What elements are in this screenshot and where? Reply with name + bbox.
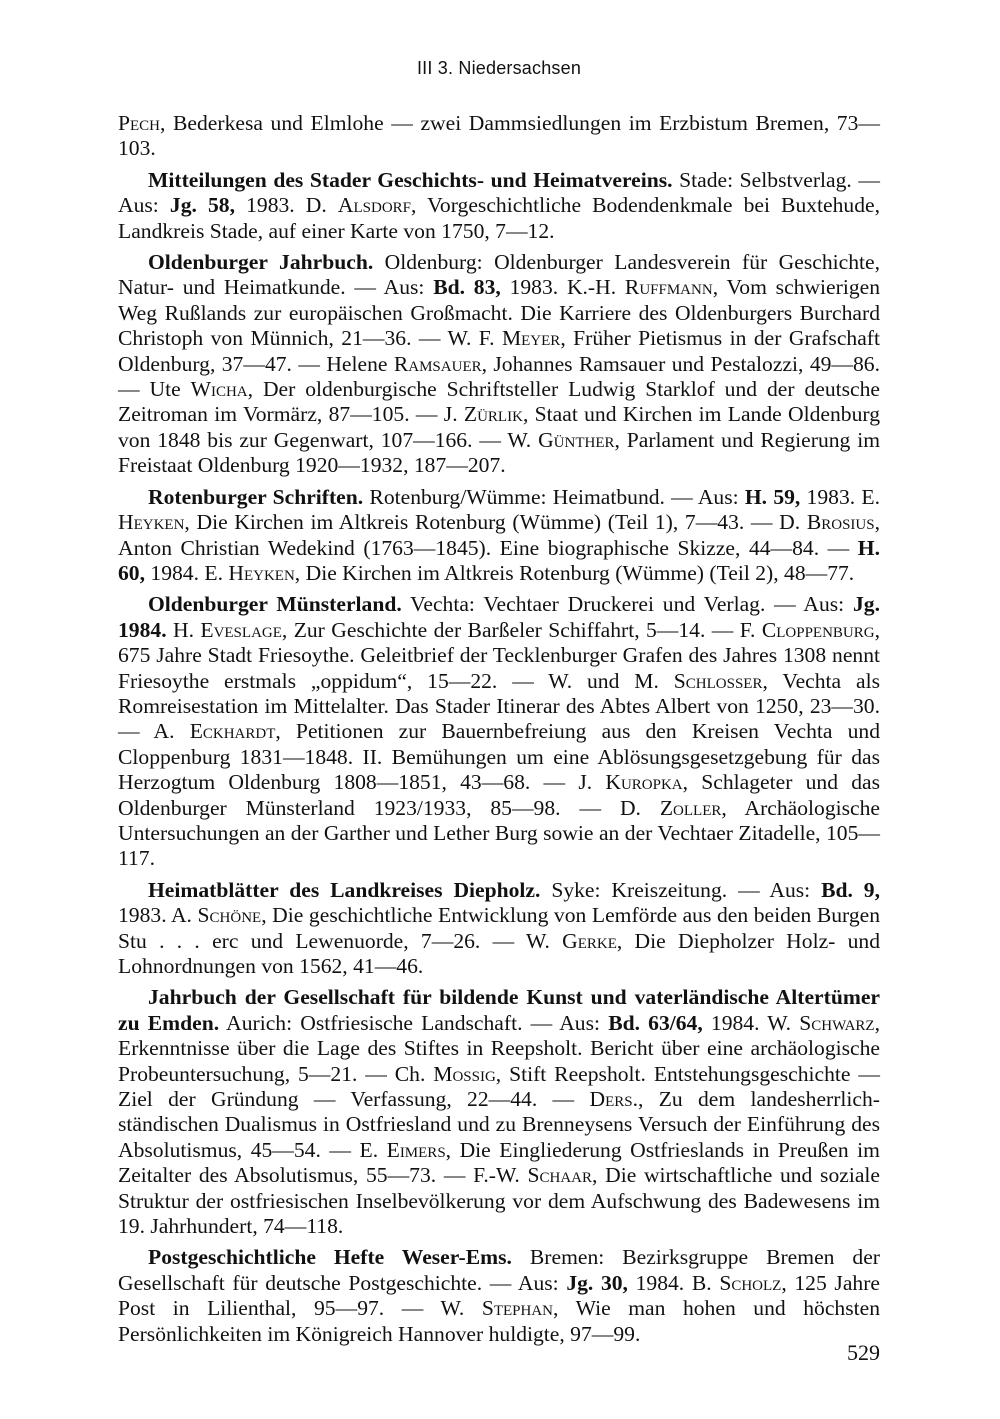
author-name: Eckhardt <box>189 719 276 744</box>
bibliography-entry <box>118 485 880 587</box>
bibliography-entry <box>118 878 880 980</box>
author-name: Zürlik <box>463 402 523 427</box>
entry-text: , Früher Pietismus in der Grafschaft Oldenburg, 37—47. — Helene <box>118 326 880 376</box>
entry-title-bold: H. 59, <box>744 484 801 509</box>
bibliography-entry <box>118 985 880 1239</box>
entry-text: , Die Diepholzer Holz- und Lohnordnungen von 1562, 41—46. <box>118 928 880 978</box>
entry-text: , 125 Jahre Post in Lilienthal, 95—97. — W. <box>118 1270 880 1321</box>
entry-text: , Erkenntnisse über die Lage des Stiftes in Reepsholt. Bericht über eine archäologische Probeuntersuchung, 5—21. — Ch. <box>118 1010 880 1086</box>
entry-text: , Wie man hohen und höchsten Persönlichkeiten im Königreich Hannover huldigte, 97—99. <box>118 1296 880 1346</box>
entry-text: , Zu dem landesherrlich-ständischen Dualismus in Ostfriesland und zu Brenneysens Versuch der Einführung des Absolutismus, 45—54. — E. <box>118 1087 880 1162</box>
author-name: Gerke <box>562 928 617 953</box>
entry-title-bold: Jg. 30, <box>566 1270 628 1295</box>
running-head: III 3. Niedersachsen <box>416 58 582 78</box>
entry-title-bold: Oldenburger Münsterland. <box>148 592 402 617</box>
author-name: Schlosser <box>673 668 763 693</box>
author-name: Meyer <box>501 326 561 351</box>
entry-text: , 675 Jahre Stadt Friesoythe. Geleitbrief der Tecklenburger Grafen des Jahres 1308 nennt Friesoythe erstmals „oppidum“, 15—22. — W. und M. <box>118 617 880 693</box>
entry-text: , Die Eingliederung Ostfrieslands in Preußen im Zeitalter des Absolutismus, 55—73. — F.-W. <box>118 1137 880 1188</box>
bibliography-entry <box>118 250 880 479</box>
author-name: Scholz <box>719 1270 782 1295</box>
author-name: Ruffmann <box>624 275 713 300</box>
author-name: Cloppenburg <box>761 617 875 642</box>
entry-text: Stade: Selbstverlag. — Aus: <box>118 167 880 218</box>
entry-text: , Johannes Ramsauer und Pestalozzi, 49—86. — Ute <box>118 351 880 402</box>
entry-title-bold: Oldenburger Jahrbuch. <box>148 250 374 275</box>
entry-text: 1983. K.-H. <box>500 275 625 300</box>
entry-text: , Die wirtschaftliche und soziale Struktur der ostfriesischen Inselbevölkerung vor dem Aufschwung des Badewesens im 19. Jahrhundert, 74—118. <box>118 1163 880 1239</box>
entry-text: Rotenburg/Wümme: Heimatbund. — Aus: <box>363 484 745 509</box>
entry-text: , Zur Geschichte der Barßeler Schiffahrt, 5—14. — F. <box>281 617 762 642</box>
author-name: Schwarz <box>799 1010 875 1035</box>
author-name: Schöne <box>197 903 262 928</box>
entry-text: , Vechta als Romreisestation im Mittelalter. Das Stader Itinerar des Abtes Albert von 1250, 23—30. — A. <box>118 668 880 744</box>
author-name: Stephan <box>481 1296 554 1321</box>
entry-text: , Der oldenburgische Schriftsteller Ludwig Starklof und der deutsche Zeitroman im Vormärz, 87—105. — J. <box>118 377 880 427</box>
page-number: 529 <box>847 1340 880 1365</box>
author-name: Pech <box>118 111 161 135</box>
entry-title-bold: H. 60, <box>118 535 880 585</box>
entry-text: H. <box>166 617 201 642</box>
bibliography-entry <box>118 111 880 162</box>
document-page <box>118 58 881 1365</box>
entry-text: Syke: Kreiszeitung. — Aus: <box>540 877 822 902</box>
author-name: Ramsauer <box>393 351 482 376</box>
author-name: Mossig <box>433 1061 496 1086</box>
entry-title-bold: Bd. 9, <box>821 877 880 902</box>
entry-text: 1984. W. <box>702 1010 800 1035</box>
entry-text: 1983. E. <box>800 484 880 509</box>
author-name: Kuropka <box>605 770 683 795</box>
entry-text: 1983. D. <box>235 193 338 218</box>
author-name: Heyken <box>118 510 185 535</box>
entry-text: , Die geschichtliche Entwicklung von Lemförde aus den beiden Burgen Stu . . . erc und Lewenuorde, 7—26. — W. <box>118 903 880 953</box>
entry-text: Aurich: Ostfriesische Landschaft. — Aus: <box>219 1010 609 1035</box>
entry-text: Oldenburg: Oldenburger Landesverein für Geschichte, Natur- und Heimatkunde. — Aus: <box>118 250 880 300</box>
entry-title-bold: Heimatblätter des Landkreises Diepholz. <box>148 877 541 902</box>
author-name: Heyken <box>228 560 295 585</box>
author-name: Zoller <box>659 795 722 820</box>
entry-title-bold: Postgeschichtliche Hefte Weser-Ems. <box>148 1245 512 1270</box>
entry-text: , Bederkesa und Elmlohe — zwei Dammsiedlungen im Erzbistum Bremen, 73—103. <box>118 111 880 161</box>
author-name: Schaar <box>527 1163 593 1188</box>
entry-text: , Vom schwierigen Weg Rußlands zur europäischen Großmacht. Die Karriere des Oldenburgers Burchard Christoph von Münnich, 21—36. — W. F. <box>118 275 881 351</box>
author-name: Brosius <box>806 510 875 535</box>
author-name: Günther <box>538 427 615 452</box>
entry-text: 1984. E. <box>145 560 229 585</box>
entry-text: , Anton Christian Wedekind (1763—1845). Eine biographische Skizze, 44—84. — <box>118 510 880 560</box>
entry-title-bold: Bd. 63/64, <box>608 1010 703 1035</box>
entry-text: Bremen: Bezirksgruppe Bremen der Gesellschaft für deutsche Postgeschichte. — Aus: <box>118 1245 880 1295</box>
entry-title-bold: Bd. 83, <box>433 275 501 300</box>
author-name: Ders. <box>589 1087 638 1112</box>
author-name: Wicha <box>190 377 248 402</box>
entry-text: Vechta: Vechtaer Druckerei und Verlag. — Aus: <box>401 592 853 617</box>
entry-title-bold: Rotenburger Schriften. <box>148 484 364 509</box>
bibliography-entry <box>118 1245 880 1347</box>
bibliography-entry <box>118 592 880 871</box>
entry-title-bold: Jahrbuch der Gesellschaft für bildende Kunst und vaterländische Altertümer zu Emden. <box>118 985 880 1035</box>
entry-text: , Staat und Kirchen im Lande Oldenburg von 1848 bis zur Gegenwart, 107—166. — W. <box>118 402 880 452</box>
entry-text: 1984. B. <box>627 1270 720 1295</box>
author-name: Eveslage <box>200 617 282 642</box>
entry-text: , Parlament und Regierung im Freistaat Oldenburg 1920—1932, 187—207. <box>118 427 880 478</box>
entry-title-bold: Jg. 1984. <box>118 592 880 642</box>
entry-text: 1983. A. <box>118 903 198 928</box>
entry-title-bold: Mitteilungen des Stader Geschichts- und Heimatvereins. <box>148 167 673 192</box>
entry-text: , Archäologische Untersuchungen an der Garther und Lether Burg sowie an der Vechtaer Zitadelle, 105—117. <box>118 795 880 871</box>
entry-title-bold: Jg. 58, <box>169 193 235 218</box>
entry-text: , Die Kirchen im Altkreis Rotenburg (Wümme) (Teil 2), 48—77. <box>294 560 855 585</box>
bibliography-list <box>118 111 880 1347</box>
author-name: Alsdorf <box>337 193 412 218</box>
entry-text: , Vorgeschichtliche Bodendenkmale bei Buxtehude, Landkreis Stade, auf einer Karte von 1750, 7—12. <box>118 193 880 243</box>
entry-text: , Petitionen zur Bauernbefreiung aus den Kreisen Vechta und Cloppenburg 1831—1848. II. Bemühungen um eine Ablösungsgesetzgebung für das Herzogtum Oldenburg 1808—1851, 43—68. — J. <box>118 719 880 795</box>
author-name: Eimers <box>386 1137 446 1162</box>
bibliography-entry <box>118 168 880 244</box>
entry-text: , Stift Reepsholt. Entstehungsgeschichte — Ziel der Gründung — Verfassung, 22—44. — <box>118 1061 880 1112</box>
entry-text: , Schlageter und das Oldenburger Münsterland 1923/1933, 85—98. — D. <box>118 770 880 820</box>
entry-text: , Die Kirchen im Altkreis Rotenburg (Wümme) (Teil 1), 7—43. — D. <box>184 510 807 535</box>
